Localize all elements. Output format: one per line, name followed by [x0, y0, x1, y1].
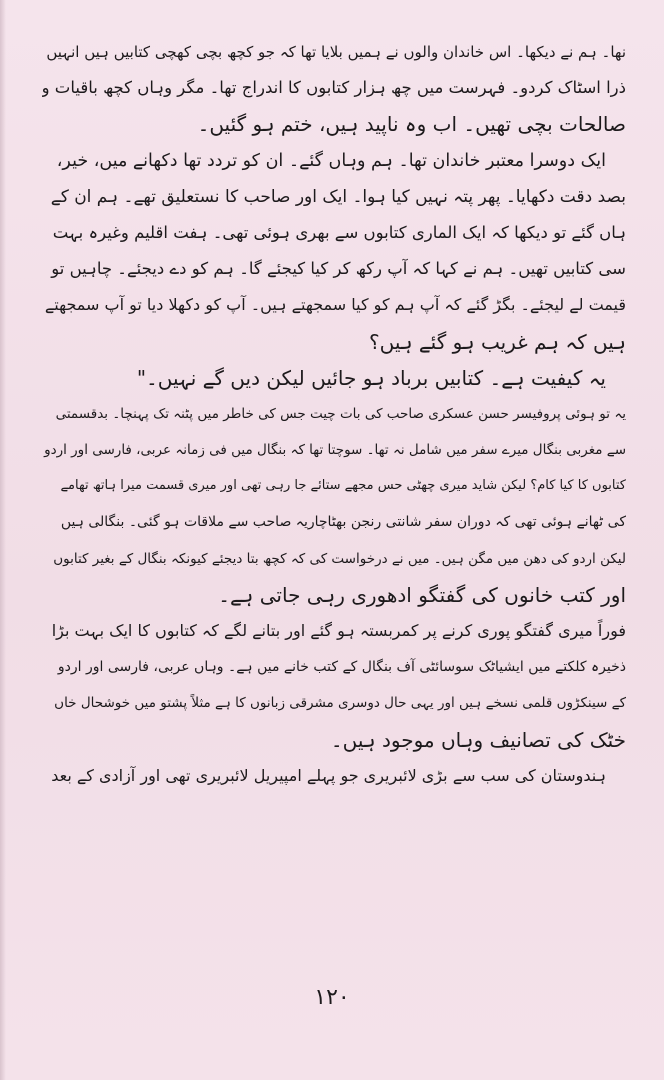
- text-line: لیکن اردو کی دھن میں مگن ہیں۔ میں نے درخواست کی کہ کچھ بتا دیجئے کیونکہ بنگال کے بغیر کتابوں: [53, 550, 626, 567]
- text-line: اور کتب خانوں کی گفتگو ادھوری رہی جاتی ہے۔: [218, 582, 626, 607]
- text-line: ہندوستان کی سب سے بڑی لائبریری جو پہلے امپیریل لائبریری تھی اور آزادی کے بعد: [51, 765, 606, 785]
- text-line: خٹک کی تصانیف وہاں موجود ہیں۔: [330, 727, 626, 752]
- text-line: ذخیرہ کلکتے میں ایشیاٹک سوسائٹی آف بنگال کے کتب خانے میں ہے۔ وہاں عربی، فارسی اور اردو: [57, 659, 626, 676]
- text-line: فوراً میری گفتگو پوری کرنے پر کمربستہ ہو گئے اور بتانے لگے کہ کتابوں کا ایک بہت بڑا: [51, 621, 626, 640]
- text-line: بصد دقت دکھایا۔ پھر پتہ نہیں کیا ہوا۔ ایک اور صاحب کا نستعلیق تھے۔ ہم ان کے: [50, 186, 626, 207]
- page-body-text: [42, 34, 626, 794]
- text-line: سے مغربی بنگال میرے سفر میں شامل نہ تھا۔ سوچتا تھا کہ بنگال میں فی زمانہ عربی، فارسی اور اردو: [44, 442, 626, 459]
- text-line: یہ کیفیت ہے۔ کتابیں برباد ہو جائیں لیکن دیں گے نہیں۔": [136, 365, 606, 390]
- text-line: قیمت لے لیجئے۔ بگڑ گئے کہ آپ ہم کو کیا سمجھتے ہیں۔ آپ کو دکھلا دیا تو آپ سمجھتے: [44, 295, 626, 315]
- text-line: ذرا اسٹاک کردو۔ فہرست میں چھ ہزار کتابوں کا اندراج تھا۔ مگر وہاں کچھ باقیات و: [42, 78, 626, 98]
- text-line: کتابوں کا کیا کام؟ لیکن شاید میری چھٹی حس مجھے ستائے جا رہی تھی اور میری قسمت میرا ہاتھ تھامے: [60, 478, 626, 494]
- text-line: ایک دوسرا معتبر خاندان تھا۔ ہم وہاں گئے۔ ان کو تردد تھا دکھانے میں، خیر،: [56, 150, 606, 171]
- page-binding-shadow: [0, 0, 6, 1080]
- text-line: صالحات بچی تھیں۔ اب وہ ناپید ہیں، ختم ہو گئیں۔: [197, 112, 626, 137]
- text-line: ہاں گئے تو دیکھا کہ ایک الماری کتابوں سے بھری ہوئی تھی۔ ہفت اقلیم وغیرہ بہت: [52, 222, 626, 242]
- text-line: یہ تو ہوئی پروفیسر حسن عسکری صاحب کی بات چیت جس کی خاطر میں پٹنہ تک پہنچا۔ بدقسمتی: [55, 405, 626, 422]
- text-line: نھا۔ ہم نے دیکھا۔ اس خاندان والوں نے ہمیں بلایا تھا کہ جو کچھ بچی کھچی کتابیں ہیں انہیں: [46, 43, 626, 61]
- text-line: کی ٹھانے ہوئی تھی کہ دوران سفر شانتی رنجن بھٹاچاریہ صاحب سے ملاقات ہو گئی۔ بنگالی ہیں: [60, 514, 626, 531]
- text-line: کے سینکڑوں قلمی نسخے ہیں اور یہی حال دوسری مشرقی زبانوں کا ہے مثلاً پشتو میں خوشحال خاں: [54, 695, 626, 712]
- text-line: ہیں کہ ہم غریب ہو گئے ہیں؟: [368, 329, 626, 354]
- page-number: ۱۲۰: [314, 985, 350, 1010]
- text-line: سی کتابیں تھیں۔ ہم نے کہا کہ آپ رکھ کر کیا کیجئے گا۔ ہم کو دے دیجئے۔ چاہیں تو: [51, 259, 626, 279]
